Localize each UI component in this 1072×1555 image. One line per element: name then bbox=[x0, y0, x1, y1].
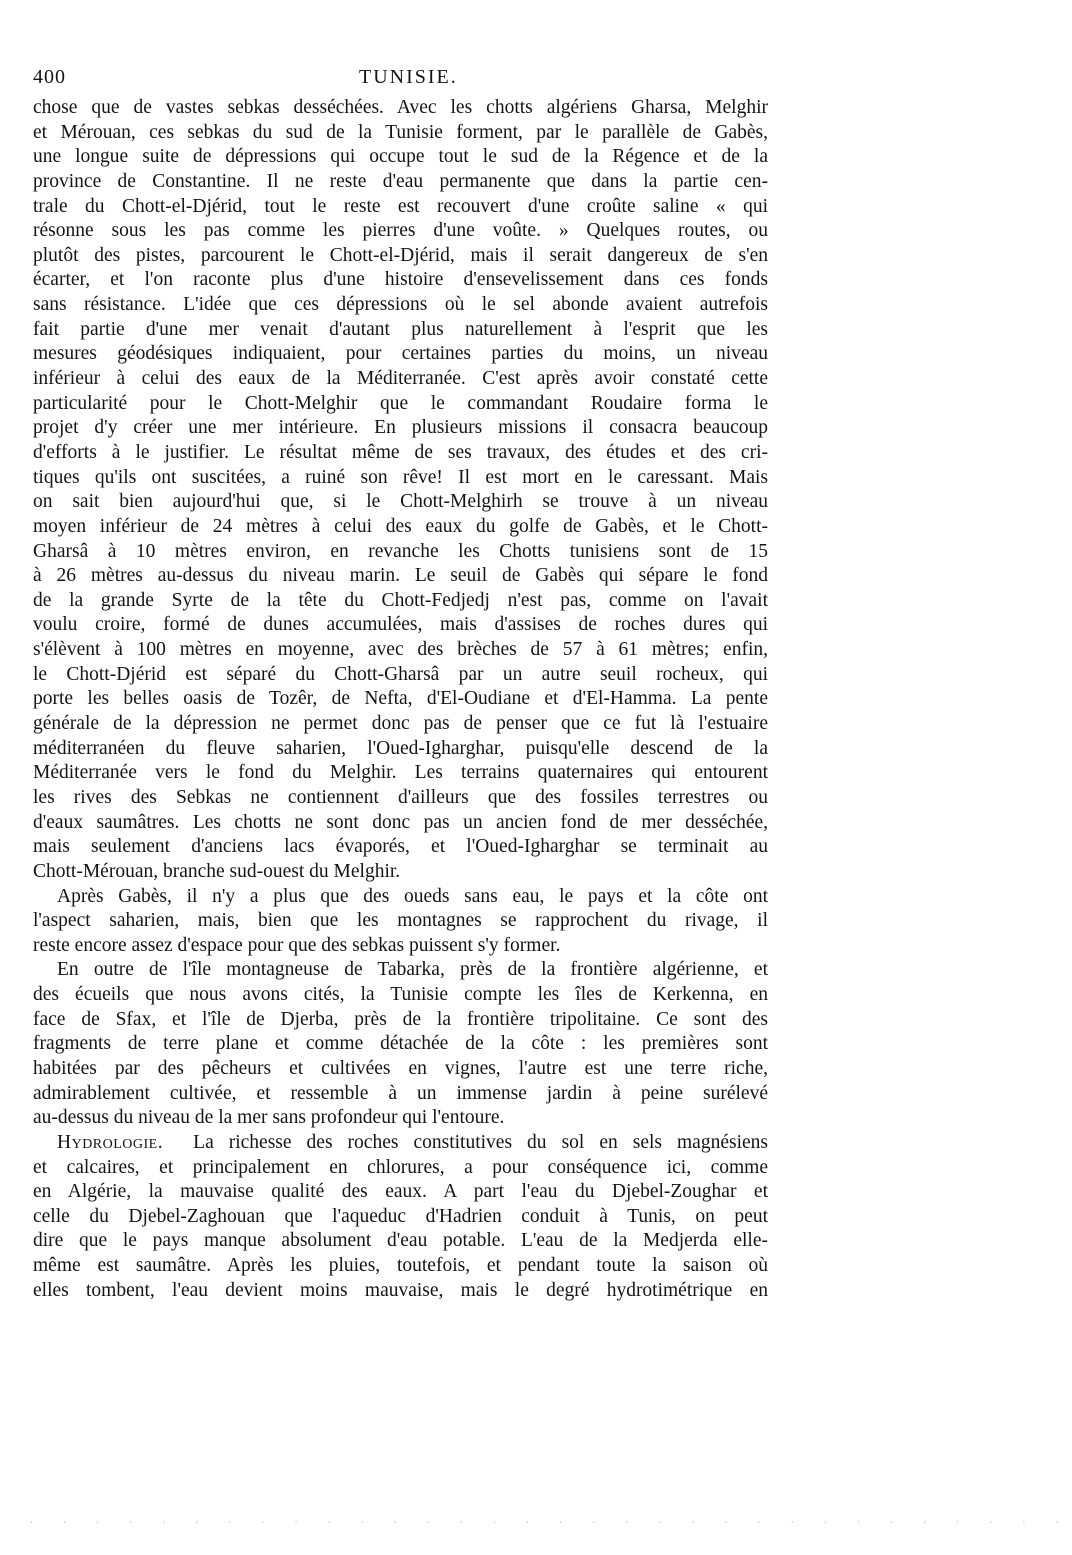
text-line bbox=[33, 1131, 768, 1156]
text-line: particularité pour le Chott-Melghir que le commandant Roudaire forma le bbox=[33, 392, 768, 414]
text-line: en Algérie, la mauvaise qualité des eaux. A part l'eau du Djebel-Zoughar et bbox=[33, 1181, 768, 1203]
text-line: de la grande Syrte de la tête du Chott-Fedjedj n'est pas, comme on l'avait bbox=[33, 589, 768, 611]
text-line: et Mérouan, ces sebkas du sud de la Tunisie forment, par le parallèle de Gabès, bbox=[33, 121, 768, 143]
text-line: l'aspect saharien, mais, bien que les montagnes se rapprochent du rivage, il bbox=[33, 910, 768, 932]
text-line: une longue suite de dépressions qui occupe tout le sud de la Régence et de la bbox=[33, 146, 768, 168]
page-number: 400 bbox=[33, 66, 66, 88]
text-line: le Chott-Djérid est séparé du Chott-Gharsâ par un autre seuil rocheux, qui bbox=[33, 663, 768, 685]
text-line: celle du Djebel-Zaghouan que l'aqueduc d'Hadrien conduit à Tunis, on peut bbox=[33, 1205, 768, 1227]
paragraph-hydrologie bbox=[33, 1131, 768, 1303]
text-line: résonne sous les pas comme les pierres d'une voûte. » Quelques routes, ou bbox=[33, 220, 768, 242]
paragraph-islands bbox=[33, 958, 768, 1130]
text-line: province de Constantine. Il ne reste d'eau permanente que dans la partie cen- bbox=[33, 170, 768, 192]
text-line: d'efforts à le justifier. Le résultat même de ses travaux, des études et des cri- bbox=[33, 441, 768, 463]
running-head bbox=[33, 66, 768, 92]
text-line: admirablement cultivée, et ressemble à un immense jardin à peine surélevé bbox=[33, 1082, 768, 1104]
text-line: générale de la dépression ne permet donc pas de penser que ce fut là l'estuaire bbox=[33, 713, 768, 735]
text-line: même est saumâtre. Après les pluies, toutefois, et pendant toute la saison où bbox=[33, 1255, 768, 1277]
text-line: chose que de vastes sebkas desséchées. Avec les chotts algériens Gharsa, Melghir bbox=[33, 97, 768, 118]
scan-specks: · · · · · · · · · · · · · · · · · · · · · · · · · · · · · · · · bbox=[30, 1518, 1072, 1527]
text-line: trale du Chott-el-Djérid, tout le reste est recouvert d'une croûte saline « qui bbox=[33, 195, 768, 217]
paragraph-after-gabes bbox=[33, 885, 768, 959]
text-line: s'élèvent à 100 mètres en moyenne, avec des brèches de 57 à 61 mètres; enfin, bbox=[33, 639, 768, 661]
text-line: tiques qu'ils ont suscitées, a ruiné son rêve! Il est mort en le caressant. Mais bbox=[33, 466, 768, 488]
text-line: écarter, et l'on raconte plus d'une histoire d'ensevelissement dans ces fonds bbox=[33, 269, 768, 291]
text-line: fragments de terre plane et comme détachée de la côte : les premières sont bbox=[33, 1033, 768, 1055]
text-line: des écueils que nous avons cités, la Tunisie compte les îles de Kerkenna, en bbox=[33, 984, 768, 1006]
text-line: voulu croire, formé de dunes accumulées, mais d'assises de roches dures qui bbox=[33, 614, 768, 636]
text-line: dire que le pays manque absolument d'eau potable. L'eau de la Medjerda elle- bbox=[33, 1230, 768, 1252]
text-line: moyen inférieur de 24 mètres à celui des eaux du golfe de Gabès, et le Chott- bbox=[33, 515, 768, 537]
text-line: les rives des Sebkas ne contiennent d'ailleurs que des fossiles terrestres ou bbox=[33, 786, 768, 808]
text-run: La richesse des roches constitutives du sol en sels magnésiens bbox=[193, 1131, 768, 1153]
section-heading: Hydrologie. bbox=[57, 1131, 164, 1153]
text-line: et calcaires, et principalement en chlorures, a pour conséquence ici, comme bbox=[33, 1156, 768, 1178]
text-line: elles tombent, l'eau devient moins mauvaise, mais le degré hydrotimétrique en bbox=[33, 1279, 768, 1301]
text-line: fait partie d'une mer venait d'autant plus naturellement à l'esprit que les bbox=[33, 318, 768, 340]
text-line: Après Gabès, il n'y a plus que des oueds sans eau, le pays et la côte ont bbox=[57, 885, 768, 907]
text-line: face de Sfax, et l'île de Djerba, près de la frontière tripolitaine. Ce sont des bbox=[33, 1008, 768, 1030]
text-line: méditerranéen du fleuve saharien, l'Oued-Igharghar, puisqu'elle descend de la bbox=[33, 737, 768, 759]
text-line: Chott-Mérouan, branche sud-ouest du Melghir. bbox=[33, 860, 401, 882]
text-line: reste encore assez d'espace pour que des sebkas puissent s'y former. bbox=[33, 934, 561, 956]
text-line: projet d'y créer une mer intérieure. En plusieurs missions il consacra beaucoup bbox=[33, 417, 768, 439]
text-line: porte les belles oasis de Tozêr, de Nefta, d'El-Oudiane et d'El-Hamma. La pente bbox=[33, 688, 768, 710]
text-line: Méditerranée vers le fond du Melghir. Les terrains quaternaires qui entourent bbox=[33, 762, 768, 784]
text-line: mesures géodésiques indiquaient, pour certaines parties du moins, un niveau bbox=[33, 343, 768, 365]
text-body bbox=[33, 96, 768, 1303]
running-title: TUNISIE. bbox=[359, 66, 458, 88]
text-line: au-dessus du niveau de la mer sans profondeur qui l'entoure. bbox=[33, 1107, 505, 1129]
text-line: à 26 mètres au-dessus du niveau marin. Le seuil de Gabès qui sépare le fond bbox=[33, 565, 768, 587]
text-line: mais seulement d'anciens lacs évaporés, et l'Oued-Igharghar se terminait au bbox=[33, 836, 768, 858]
text-line: on sait bien aujourd'hui que, si le Chott-Melghirh se trouve à un niveau bbox=[33, 491, 768, 513]
text-line: sans résistance. L'idée que ces dépressions où le sel abonde avaient autrefois bbox=[33, 294, 768, 316]
paragraph-chotts bbox=[33, 96, 768, 885]
text-line: inférieur à celui des eaux de la Méditerranée. C'est après avoir constaté cette bbox=[33, 368, 768, 390]
text-line: plutôt des pistes, parcourent le Chott-el-Djérid, mais il serait dangereux de s'en bbox=[33, 244, 768, 266]
text-line: habitées par des pêcheurs et cultivées en vignes, l'autre est une terre riche, bbox=[33, 1057, 768, 1079]
text-line: Gharsâ à 10 mètres environ, en revanche les Chotts tunisiens sont de 15 bbox=[33, 540, 768, 562]
text-line: En outre de l'île montagneuse de Tabarka, près de la frontière algérienne, et bbox=[57, 959, 768, 981]
text-line: d'eaux saumâtres. Les chotts ne sont donc pas un ancien fond de mer desséchée, bbox=[33, 811, 768, 833]
